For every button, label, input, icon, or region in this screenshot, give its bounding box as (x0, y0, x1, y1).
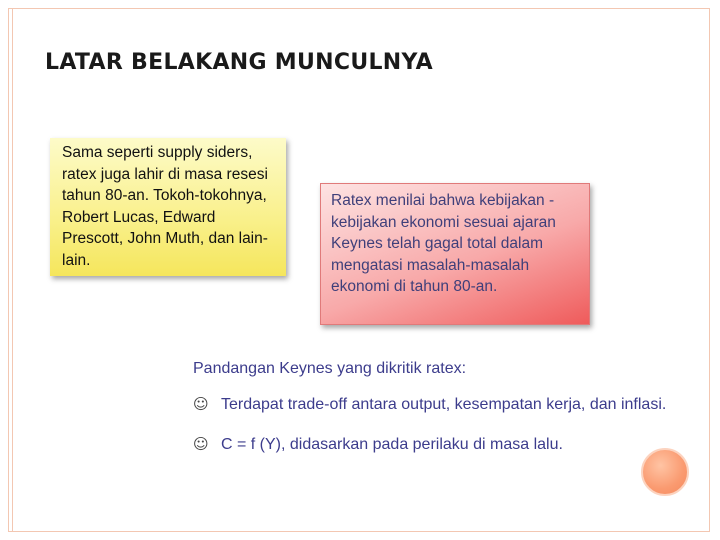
slide-title: LATAR BELAKANG MUNCULNYA (45, 50, 433, 75)
red-callout-box: Ratex menilai bahwa kebijakan -kebijakan ekonomi sesuai ajaran Keynes telah gagal total dalam mengatasi masalah-masalah ekonomi di tahun 80-an. (320, 183, 590, 325)
bullet-text: Terdapat trade-off antara output, kesempatan kerja, dan inflasi. (221, 396, 667, 413)
list-item (193, 394, 693, 415)
critique-bullet-list (193, 394, 693, 474)
decorative-circle (641, 448, 689, 496)
keynes-critique-lead: Pandangan Keynes yang dikritik ratex: (193, 360, 467, 377)
smiley-icon: ☺ (193, 395, 209, 413)
smiley-icon: ☺ (193, 435, 209, 453)
bullet-text: C = f (Y), didasarkan pada perilaku di masa lalu. (221, 436, 563, 453)
yellow-callout-box: Sama seperti supply siders, ratex juga lahir di masa resesi tahun 80-an. Tokoh-tokohnya, Robert Lucas, Edward Prescott, John Muth, dan lain-lain. (50, 138, 286, 276)
list-item (193, 434, 693, 455)
